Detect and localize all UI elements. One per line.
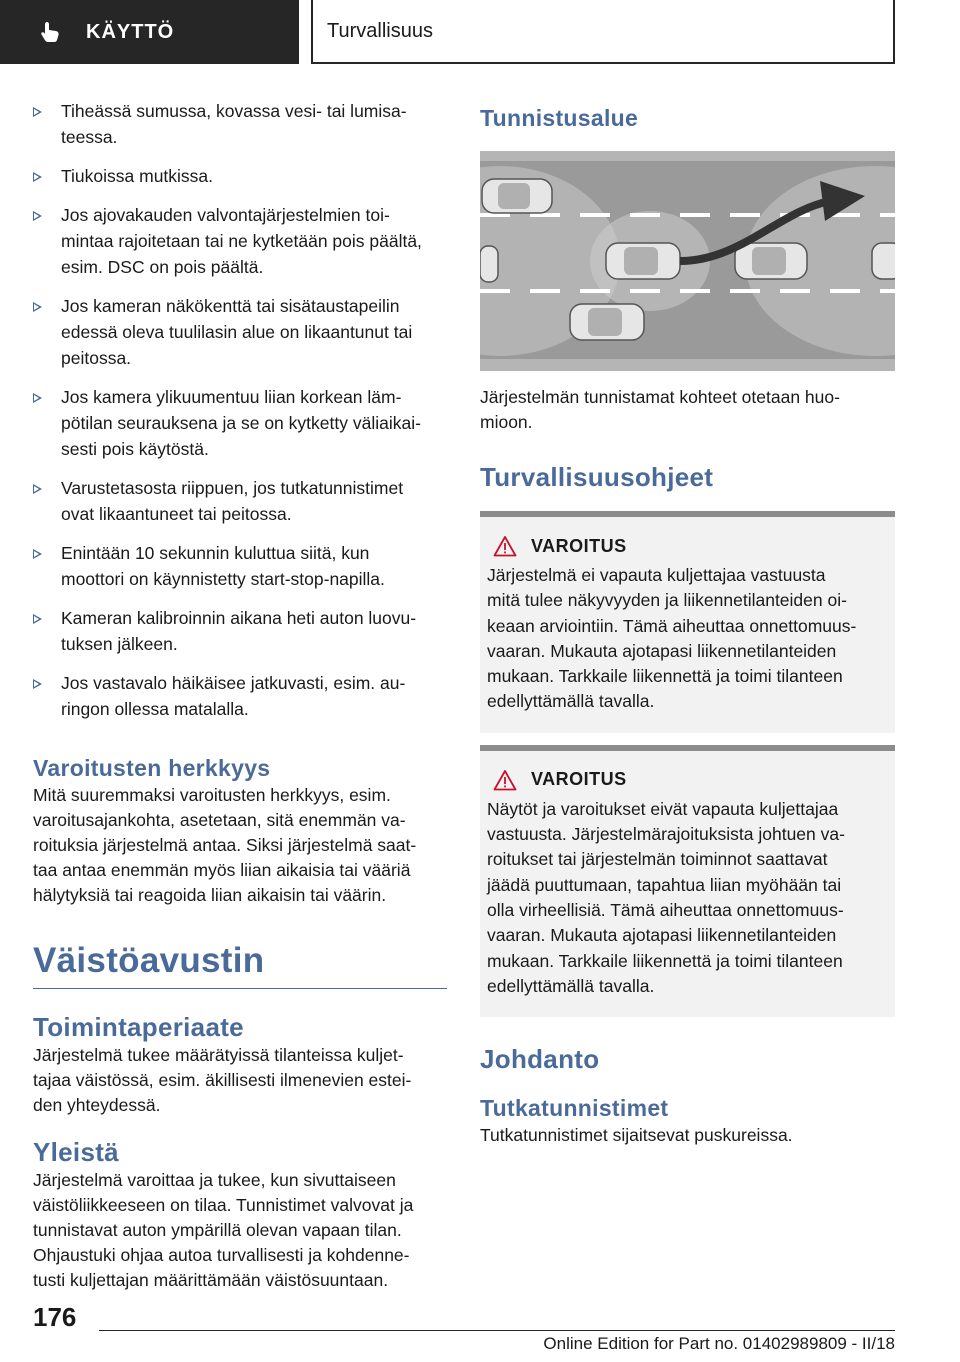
bullet-triangle-icon <box>33 211 42 221</box>
page-number: 176 <box>33 1302 77 1332</box>
left-column <box>33 98 447 1293</box>
list-item <box>33 98 447 150</box>
list-item <box>33 384 447 462</box>
bullet-triangle-icon <box>33 679 42 689</box>
safety-heading: Turvallisuusohjeet <box>480 462 714 492</box>
principle-heading: Toimintaperiaate <box>33 1012 244 1042</box>
list-item <box>33 202 447 280</box>
list-item <box>33 605 447 657</box>
illustration-caption: Järjestelmän tunnistamat kohteet otetaan huo- mioon. <box>480 387 840 432</box>
list-item-text: Varustetasosta riippuen, jos tutkatunnistimet ovat likaantuneet tai peitossa. <box>61 478 404 524</box>
sensitivity-heading: Varoitusten herkkyys <box>33 755 271 781</box>
chapter-tab-label: KÄYTTÖ <box>86 20 175 43</box>
list-item-text: Jos kameran näkökenttä tai sisätaustapeilin edessä oleva tuulilasin alue on likaantunut tai peitossa. <box>61 296 413 368</box>
general-heading: Yleistä <box>33 1137 119 1167</box>
limitations-list <box>33 98 447 722</box>
bullet-triangle-icon <box>33 549 42 559</box>
list-item <box>33 293 447 371</box>
list-item-text: Kameran kalibroinnin aikana heti auton luovu- tuksen jälkeen. <box>61 608 417 654</box>
warning-title: VAROITUS <box>531 769 627 790</box>
section-header <box>311 0 895 64</box>
list-item-text: Jos ajovakauden valvontajärjestelmien toi- mintaa rajoitetaan tai ne kytketään pois päältä, esim. DSC on pois päältä. <box>61 205 422 277</box>
intro-heading: Johdanto <box>480 1044 600 1075</box>
pointing-hand-icon <box>38 20 62 44</box>
detection-heading: Tunnistusalue <box>480 105 639 131</box>
general-text: Järjestelmä varoittaa ja tukee, kun sivuttaiseen väistöliikkeeseen on tilaa. Tunnistimet valvovat ja tunnistavat auton ympärillä olevan vapaan tilan. Ohjaustuki ohjaa autoa turvallisesti ja kohdenne- tusti kuljettajan määrittämään väistösuuntaan. <box>33 1170 414 1290</box>
list-item-text: Jos kamera ylikuumentuu liian korkean läm- pötilan seurauksena ja se on kytketty väliaikai- sesti pois käytöstä. <box>61 387 421 459</box>
principle-text: Järjestelmä tukee määrätyissä tilanteissa kuljet- tajaa väistössä, esim. äkillisesti ilmenevien estei- den yhteydessä. <box>33 1045 412 1115</box>
warning-text: Järjestelmä ei vapauta kuljettajaa vastuusta mitä tulee näkyvyyden ja liikennetilanteiden oi- keaan arviointiin. Tämä aiheuttaa onnettomuus- vaaran. Mukauta ajotapasi liikennetilanteiden mukaan. Tarkkaile liikennettä ja toimi tilanteen edellyttämällä tavalla. <box>487 565 857 712</box>
edition-text: Online Edition for Part no. 01402989809 - II/18 <box>543 1334 895 1353</box>
section-header-label: Turvallisuus <box>327 19 433 42</box>
list-item-text: Tiheässä sumussa, kovassa vesi- tai lumisa- teessa. <box>61 101 407 147</box>
right-column <box>480 98 895 1148</box>
warning-triangle-icon <box>493 535 517 557</box>
list-item <box>33 163 447 189</box>
detection-area-illustration <box>480 151 895 371</box>
chapter-heading: Väistöavustin <box>33 941 265 980</box>
list-item <box>33 670 447 722</box>
list-item-text: Tiukoissa mutkissa. <box>61 166 214 186</box>
list-item-text: Jos vastavalo häikäisee jatkuvasti, esim. au- ringon ollessa matalalla. <box>61 673 406 719</box>
bullet-triangle-icon <box>33 302 42 312</box>
chapter-tab <box>0 0 299 64</box>
bullet-triangle-icon <box>33 484 42 494</box>
bullet-triangle-icon <box>33 614 42 624</box>
warning-box <box>480 511 895 733</box>
bullet-triangle-icon <box>33 172 42 182</box>
bullet-triangle-icon <box>33 107 42 117</box>
warning-box <box>480 745 895 1017</box>
footer-divider <box>99 1330 895 1331</box>
warning-title: VAROITUS <box>531 535 627 556</box>
list-item <box>33 540 447 592</box>
radar-heading: Tutkatunnistimet <box>480 1095 669 1122</box>
list-item <box>33 475 447 527</box>
warning-text: Näytöt ja varoitukset eivät vapauta kuljettajaa vastuusta. Järjestelmärajoituksista johtuen va- roitukset tai järjestelmän toiminnot saattavat jäädä puuttumaan, tapahtua liian myöhään tai olla virheellisiä. Tämä aiheuttaa onnettomuus- vaaran. Mukauta ajotapasi liikennetilanteiden mukaan. Tarkkaile liikennettä ja toimi tilanteen edellyttämällä tavalla. <box>487 798 845 996</box>
sensitivity-text: Mitä suuremmaksi varoitusten herkkyys, esim. varoitusajankohta, asetetaan, sitä enemmän va- roituksia järjestelmä antaa. Siksi järjestelmä saat- taa antaa enemmän myös liian aikaisia tai vääriä hälytyksiä tai reagoida liian aikaisin tai väärin. <box>33 785 417 905</box>
bullet-triangle-icon <box>33 393 42 403</box>
list-item-text: Enintään 10 sekunnin kuluttua siitä, kun moottori on käynnistetty start-stop-napilla. <box>61 543 385 589</box>
radar-text: Tutkatunnistimet sijaitsevat puskureissa. <box>480 1125 793 1146</box>
warning-triangle-icon <box>493 769 517 791</box>
